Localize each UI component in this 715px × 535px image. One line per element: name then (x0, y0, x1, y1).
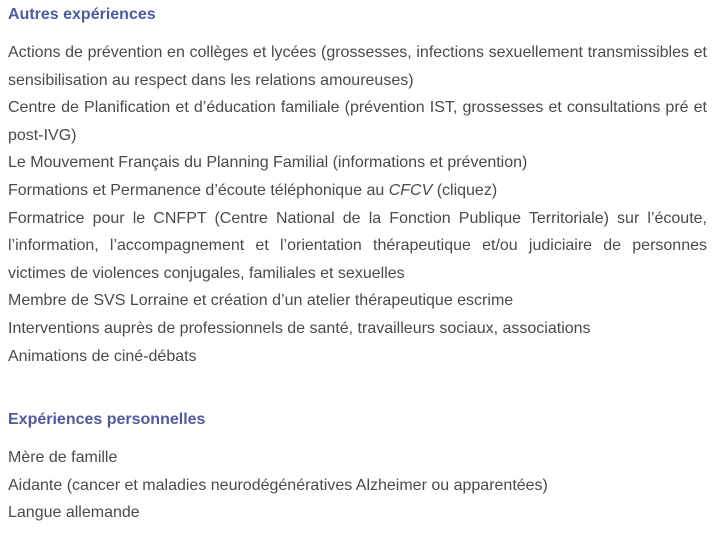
list-item: Le Mouvement Français du Planning Familial (informations et prévention) (8, 154, 528, 172)
cfcv-link[interactable]: CFCV (388, 181, 433, 199)
list-autres-experiences (8, 39, 707, 370)
list-item: Centre de Planification et d’éducation familiale (prévention IST, grossesses et consultations pré et post-IVG) (8, 99, 707, 144)
list-item: Animations de ciné-débats (8, 347, 197, 365)
list-item: Langue allemande (8, 504, 140, 522)
list-item: Actions de prévention en collèges et lycées (grossesses, infections sexuellement transmissibles et sensibilisation au respect dans les relations amoureuses) (8, 44, 707, 89)
list-item: Mère de famille (8, 449, 118, 467)
list-item: Membre de SVS Lorraine et création d’un atelier thérapeutique escrime (8, 292, 514, 310)
section-heading-autres-experiences: Autres expériences (8, 6, 156, 23)
list-item: Aidante (cancer et maladies neurodégénératives Alzheimer ou apparentées) (8, 476, 548, 494)
item-text-before-link: Formations et Permanence d’écoute téléphonique au (8, 181, 389, 199)
item-text-after-link: (cliquez) (432, 181, 498, 199)
list-experiences-personnelles (8, 444, 707, 527)
section-heading-experiences-personnelles: Expériences personnelles (8, 411, 206, 429)
list-item: Interventions auprès de professionnels de santé, travailleurs sociaux, associations (8, 319, 591, 337)
list-item: Formatrice pour le CNFPT (Centre National de la Fonction Publique Territoriale) sur l’écoute, l’information, l’accompagnement et l’orientation thérapeutique et/ou judiciaire de personnes victimes de violences conjugales, familiales et sexuelles (8, 209, 707, 282)
section-spacer (8, 370, 707, 410)
list-item-cfcv (8, 177, 707, 205)
